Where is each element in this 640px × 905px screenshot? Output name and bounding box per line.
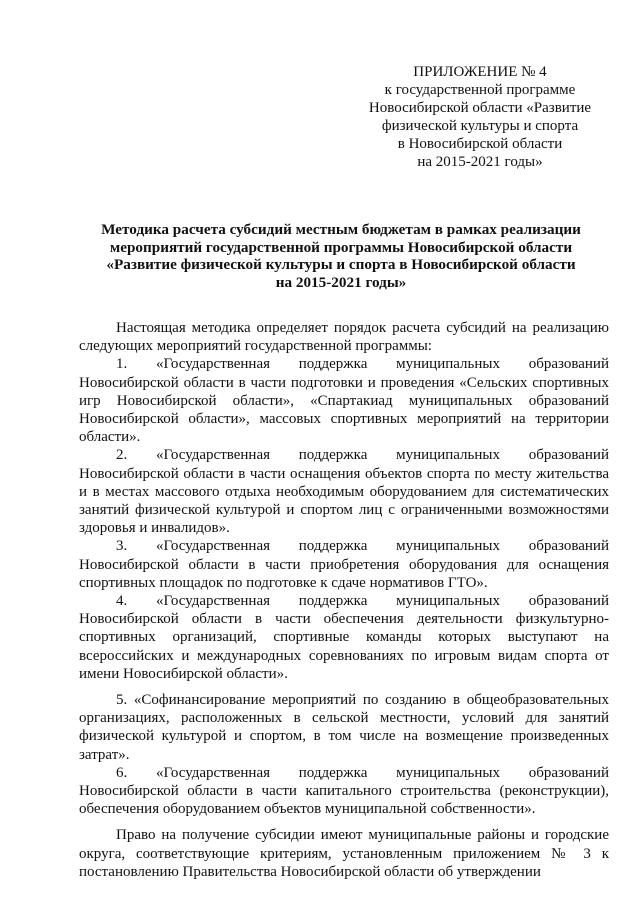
appendix-line: в Новосибирской области [397, 136, 563, 152]
title-line: мероприятий государственной программы Новосибирской области [109, 238, 573, 256]
appendix-line: на 2015-2021 годы» [417, 154, 543, 170]
appendix-header [362, 63, 598, 171]
document-title [80, 221, 602, 291]
title-line: Методика расчета субсидий местным бюджетам в рамках реализации [101, 221, 581, 238]
item-paragraph-2: 2. «Государственная поддержка муниципальных образований Новосибирской области в части оснащения объектов спорта по месту жительства и в местах массового отдыха необходимым оборудованием для систематических занятий физической культурой и спортом лиц с ограниченными возможностями здоровья и инвалидов». [79, 447, 609, 537]
item-paragraph-5: 5. «Софинансирование мероприятий по созданию в общеобразовательных организациях, расположенных в сельской местности, условий для занятий физической культурой и спортом, в том числе на возмещение произведенных затрат». [79, 692, 609, 763]
intro-paragraph: Настоящая методика определяет порядок расчета субсидий на реализацию следующих мероприятий государственной программы: [79, 320, 609, 355]
appendix-line: ПРИЛОЖЕНИЕ № 4 [413, 64, 547, 80]
document-body [79, 319, 609, 881]
appendix-line: к государственной программе [384, 82, 576, 98]
item-paragraph-6: 6. «Государственная поддержка муниципальных образований Новосибирской области в части капитального строительства (реконструкции), обеспечения оборудованием объектов муниципальной собственности». [79, 764, 609, 818]
item-paragraph-4: 4. «Государственная поддержка муниципальных образований Новосибирской области в части обеспечения деятельности физкультурно-спортивных организаций, спортивные команды которых выступают на всероссийских и международных соревнованиях по игровым видам спорта от имени Новосибирской области». [79, 593, 609, 682]
appendix-line: физической культуры и спорта [381, 118, 579, 134]
title-line: на 2015-2021 годы» [275, 273, 407, 291]
title-line: «Развитие физической культуры и спорта в Новосибирской области [106, 256, 576, 274]
item-paragraph-3: 3. «Государственная поддержка муниципальных образований Новосибирской области в части приобретения оборудования для оснащения спортивных площадок по подготовке к сдаче нормативов ГТО». [79, 538, 609, 591]
eligibility-paragraph: Право на получение субсидии имеют муниципальные районы и городские округа, соответствующие критериям, установленным приложением № 3 к постановлению Правительства Новосибирской области об утверждении [79, 827, 609, 880]
appendix-line: Новосибирской области «Развитие [368, 100, 592, 116]
item-paragraph-1: 1. «Государственная поддержка муниципальных образований Новосибирской области в части подготовки и проведения «Сельских спортивных игр Новосибирской области», «Спартакиад муниципальных образований Новосибирской области», массовых спортивных мероприятий на территории области». [79, 356, 609, 446]
